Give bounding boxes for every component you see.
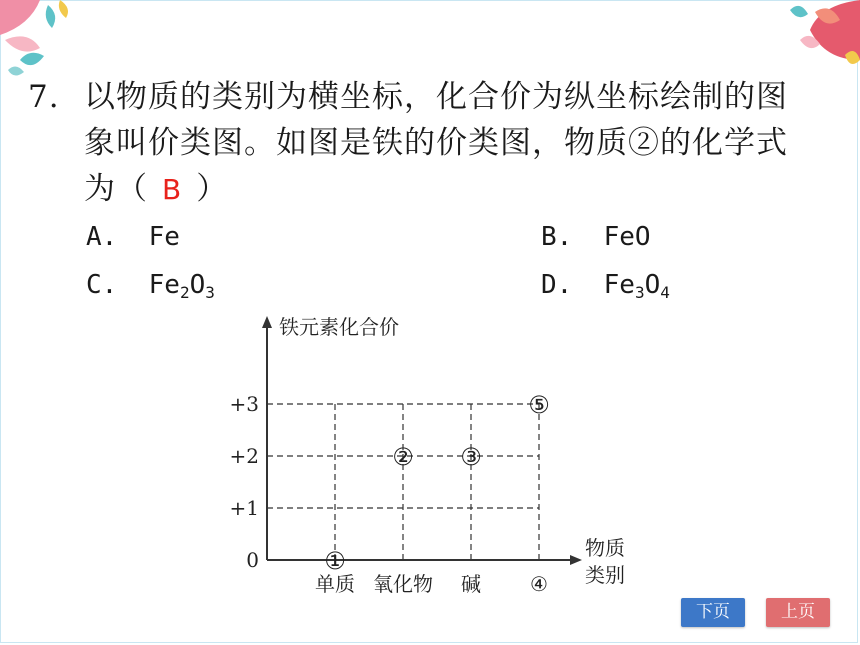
option-letter: D.: [541, 270, 573, 300]
option-letter: B.: [541, 222, 573, 252]
y-tick-label: 0: [246, 548, 259, 572]
data-point: ①: [324, 547, 346, 575]
option-letter: C.: [86, 270, 118, 300]
y-tick-label: +2: [229, 444, 259, 468]
option-c[interactable]: [86, 270, 215, 302]
y-axis-arrow: [262, 316, 272, 328]
data-point: ③: [460, 443, 482, 471]
x-axis-arrow: [570, 555, 582, 565]
option-b[interactable]: [541, 222, 651, 252]
x-axis-title-line-1: 物质: [585, 536, 625, 560]
floral-decoration-right: [730, 0, 860, 75]
x-tick-label: 碱: [461, 572, 481, 596]
x-axis-title-line-2: 类别: [585, 563, 625, 587]
question-line-3-suffix: ）: [196, 171, 229, 207]
answer-text: B: [162, 173, 183, 206]
option-letter: A.: [86, 222, 118, 252]
option-formula: $Fe_3O_4$: [603, 270, 670, 302]
question-text: [28, 74, 838, 213]
y-axis-title: 铁元素化合价: [279, 315, 399, 339]
question-line-1: 以物质的类别为横坐标，化合价为纵坐标绘制的图: [84, 79, 788, 115]
option-d[interactable]: [541, 270, 670, 302]
prev-page-button[interactable]: 上页: [766, 598, 830, 627]
y-tick-label: +3: [229, 392, 259, 416]
next-page-button[interactable]: 下页: [681, 598, 745, 627]
question-number: 7.: [28, 79, 60, 115]
data-point: ②: [392, 443, 414, 471]
x-tick-label: 单质: [315, 572, 355, 596]
valence-class-chart: [200, 300, 660, 600]
x-tick-label: ④: [530, 572, 548, 596]
x-tick-label: 氧化物: [373, 572, 433, 596]
option-formula: FeO: [603, 222, 651, 252]
data-point: ⑤: [528, 391, 550, 419]
option-formula: Fe: [148, 222, 180, 252]
option-a[interactable]: [86, 222, 180, 252]
y-tick-label: +1: [229, 496, 259, 520]
option-formula: $Fe_2O_3$: [148, 270, 215, 302]
question-line-3-prefix: 为（: [84, 171, 148, 207]
question-line-2: 象叫价类图。如图是铁的价类图，物质②的化学式: [84, 125, 788, 161]
